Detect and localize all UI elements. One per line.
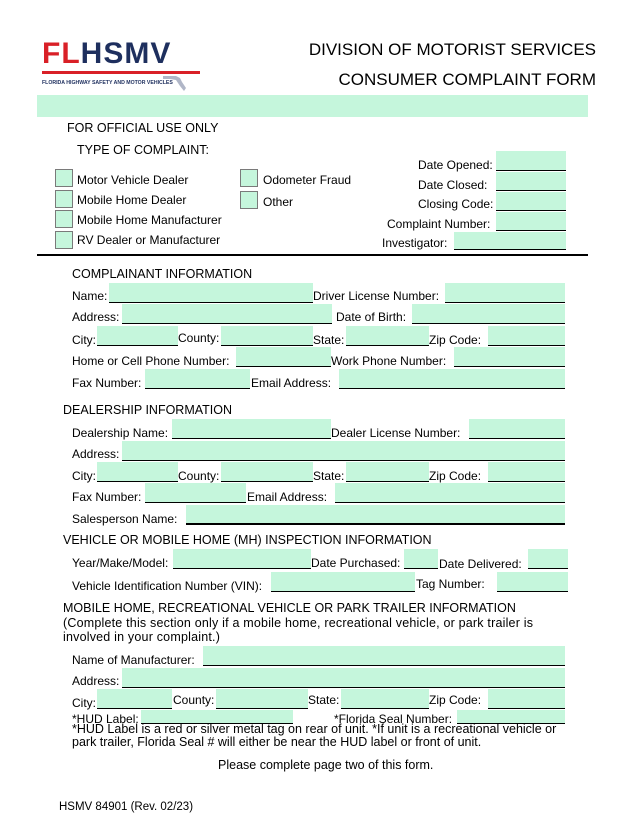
- checkbox-other[interactable]: [240, 191, 258, 209]
- home-phone-field[interactable]: [236, 347, 331, 367]
- dealership-state-field[interactable]: [346, 462, 429, 482]
- mobile-address-label: Address:: [72, 674, 120, 688]
- mobile-home-note-line1: (Complete this section only if a mobile home, recreational vehicle, or park trailer is: [63, 616, 534, 630]
- complainant-address-label: Address:: [72, 310, 120, 324]
- home-phone-label: Home or Cell Phone Number:: [72, 354, 230, 368]
- checkbox-mobile-home-dealer[interactable]: [55, 190, 73, 208]
- dealer-license-field[interactable]: [469, 419, 565, 439]
- date-closed-label: Date Closed:: [418, 178, 488, 192]
- complaint-number-field[interactable]: [496, 212, 566, 231]
- dob-label: Date of Birth:: [336, 310, 407, 324]
- agency-logo: [42, 38, 202, 94]
- complainant-city-field[interactable]: [97, 326, 178, 346]
- complainant-city-label: City:: [72, 333, 96, 347]
- header-banner: [37, 95, 588, 117]
- type-mobile-home-manufacturer: Mobile Home Manufacturer: [77, 213, 222, 227]
- dealership-address-field[interactable]: [122, 441, 565, 461]
- complainant-fax-field[interactable]: [145, 369, 250, 389]
- mobile-home-heading: MOBILE HOME, RECREATIONAL VEHICLE OR PARK TRAILER INFORMATION: [63, 601, 516, 615]
- vehicle-heading: VEHICLE OR MOBILE HOME (MH) INSPECTION INFORMATION: [63, 533, 432, 547]
- dob-field[interactable]: [412, 304, 565, 324]
- ymm-label: Year/Make/Model:: [72, 556, 169, 570]
- dealership-name-label: Dealership Name:: [72, 426, 169, 440]
- complainant-zip-label: Zip Code:: [429, 333, 482, 347]
- dealership-heading: DEALERSHIP INFORMATION: [63, 403, 233, 417]
- checkbox-rv-dealer[interactable]: [55, 231, 73, 249]
- dealership-zip-field[interactable]: [488, 462, 565, 482]
- hud-footnote-line1: *HUD Label is a red or silver metal tag on rear of unit. *If unit is a recreational vehicle or: [72, 722, 557, 736]
- complainant-county-label: County:: [178, 331, 220, 345]
- logo-h: H: [80, 37, 104, 70]
- dealership-name-field[interactable]: [172, 419, 331, 439]
- mobile-county-field[interactable]: [216, 689, 308, 709]
- complainant-email-label: Email Address:: [251, 376, 332, 390]
- date-delivered-label: Date Delivered:: [439, 557, 522, 571]
- complainant-name-field[interactable]: [109, 283, 313, 303]
- investigator-field[interactable]: [454, 232, 566, 250]
- florida-seal-label: *Florida Seal Number:: [334, 712, 453, 726]
- mobile-home-note-line2: involved in your complaint.): [63, 630, 221, 644]
- mobile-state-label: State:: [308, 693, 340, 707]
- logo-tagline: FLORIDA HIGHWAY SAFETY AND MOTOR VEHICLES: [42, 80, 173, 86]
- closing-code-label: Closing Code:: [418, 197, 494, 211]
- tag-number-field[interactable]: [497, 572, 568, 592]
- hud-label-label: *HUD Label:: [72, 712, 139, 726]
- mobile-city-field[interactable]: [97, 689, 172, 709]
- dealership-county-label: County:: [178, 469, 220, 483]
- mobile-zip-field[interactable]: [488, 689, 565, 709]
- type-rv-dealer: RV Dealer or Manufacturer: [77, 233, 221, 247]
- ymm-field[interactable]: [173, 549, 311, 569]
- date-delivered-field[interactable]: [528, 549, 568, 569]
- date-closed-field[interactable]: [496, 172, 566, 191]
- type-motor-vehicle-dealer: Motor Vehicle Dealer: [77, 173, 189, 187]
- dealership-state-label: State:: [313, 469, 345, 483]
- continue-instruction: Please complete page two of this form.: [218, 758, 434, 772]
- closing-code-field[interactable]: [496, 192, 566, 211]
- mobile-address-field[interactable]: [122, 668, 565, 688]
- manufacturer-field[interactable]: [203, 646, 565, 666]
- checkbox-mobile-home-manufacturer[interactable]: [55, 210, 73, 228]
- salesperson-field[interactable]: [186, 505, 565, 525]
- manufacturer-label: Name of Manufacturer:: [72, 653, 195, 667]
- type-odometer-fraud: Odometer Fraud: [263, 173, 352, 187]
- form-id: HSMV 84901 (Rev. 02/23): [59, 801, 194, 813]
- complainant-county-field[interactable]: [221, 326, 313, 346]
- driver-license-field[interactable]: [445, 283, 565, 303]
- complainant-state-field[interactable]: [346, 326, 429, 346]
- dealer-license-label: Dealer License Number:: [331, 426, 461, 440]
- investigator-label: Investigator:: [382, 236, 448, 250]
- date-opened-label: Date Opened:: [418, 158, 493, 172]
- dealership-county-field[interactable]: [221, 462, 313, 482]
- dealership-fax-field[interactable]: [145, 483, 246, 503]
- vin-field[interactable]: [271, 572, 415, 592]
- complainant-zip-field[interactable]: [488, 326, 565, 346]
- type-other: Other: [263, 195, 294, 209]
- dealership-city-field[interactable]: [97, 462, 178, 482]
- date-purchased-label: Date Purchased:: [311, 556, 401, 570]
- dealership-zip-label: Zip Code:: [429, 469, 482, 483]
- complainant-address-field[interactable]: [122, 304, 332, 324]
- type-mobile-home-dealer: Mobile Home Dealer: [77, 193, 187, 207]
- complainant-email-field[interactable]: [339, 369, 565, 389]
- dealership-address-label: Address:: [72, 447, 120, 461]
- complaint-type-heading: TYPE OF COMPLAINT:: [77, 143, 209, 157]
- work-phone-field[interactable]: [454, 347, 565, 367]
- section-divider: [37, 254, 588, 256]
- date-purchased-field[interactable]: [404, 549, 438, 569]
- complainant-fax-label: Fax Number:: [72, 376, 142, 390]
- driver-license-label: Driver License Number:: [313, 289, 440, 303]
- complainant-name-label: Name:: [72, 289, 108, 303]
- hud-footnote-line2: park trailer, Florida Seal # will either be near the HUD label or front of unit.: [72, 735, 482, 749]
- complainant-state-label: State:: [313, 333, 345, 347]
- official-use-heading: FOR OFFICIAL USE ONLY: [67, 121, 219, 135]
- work-phone-label: Work Phone Number:: [331, 354, 447, 368]
- mobile-city-label: City:: [72, 696, 96, 710]
- logo-fl: FL: [42, 37, 81, 70]
- mobile-zip-label: Zip Code:: [429, 693, 482, 707]
- complaint-number-label: Complaint Number:: [387, 217, 491, 231]
- division-title: DIVISION OF MOTORIST SERVICES: [308, 40, 596, 59]
- date-opened-field[interactable]: [496, 151, 566, 171]
- complainant-heading: COMPLAINANT INFORMATION: [72, 267, 253, 281]
- mobile-county-label: County:: [173, 693, 215, 707]
- logo-smv: SMV: [103, 37, 172, 70]
- mobile-state-field[interactable]: [341, 689, 429, 709]
- tag-number-label: Tag Number:: [416, 577, 485, 591]
- checkbox-odometer-fraud[interactable]: [240, 169, 258, 187]
- vin-label: Vehicle Identification Number (VIN):: [72, 579, 263, 593]
- dealership-email-field[interactable]: [335, 483, 565, 503]
- dealership-fax-label: Fax Number:: [72, 490, 142, 504]
- form-title: CONSUMER COMPLAINT FORM: [338, 70, 596, 89]
- checkbox-motor-vehicle-dealer[interactable]: [55, 169, 73, 187]
- dealership-city-label: City:: [72, 469, 96, 483]
- dealership-email-label: Email Address:: [247, 490, 328, 504]
- salesperson-label: Salesperson Name:: [72, 512, 178, 526]
